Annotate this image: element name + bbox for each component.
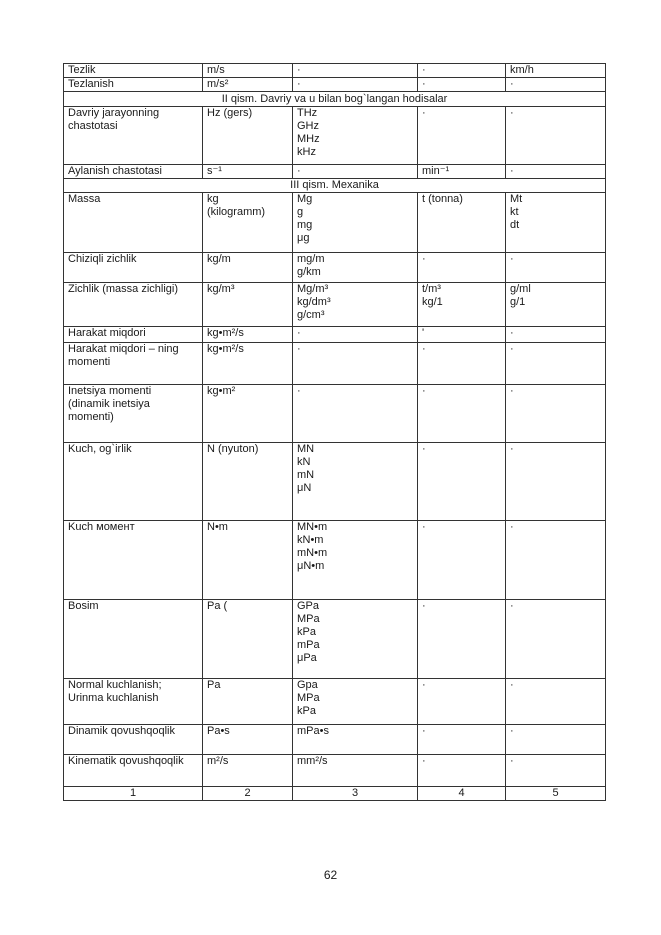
cell-si: kg•m² [203,385,293,443]
cell-multiples: MN kN mN μN [293,443,418,521]
units-table [63,63,606,801]
cell-multiples: Gpa MPa kPa [293,679,418,725]
cell-non-si: ' [418,327,506,343]
column-number: 1 [64,787,203,801]
column-number-row [64,787,606,801]
cell-non-si: · [418,679,506,725]
column-number: 5 [506,787,606,801]
cell-non-si: t/m³ kg/1 [418,283,506,327]
cell-name: Kuch, og`irlik [64,443,203,521]
cell-multiples: Mg g mg μg [293,193,418,253]
column-number: 2 [203,787,293,801]
cell-si: Pa [203,679,293,725]
cell-extra: · [506,253,606,283]
cell-si: kg/m [203,253,293,283]
section-header-row [64,179,606,193]
table-row [64,521,606,600]
cell-si: m²/s [203,755,293,787]
cell-multiples: mg/m g/km [293,253,418,283]
cell-multiples: · [293,327,418,343]
table-row [64,385,606,443]
cell-si: m/s [203,64,293,78]
cell-multiples: · [293,78,418,92]
cell-extra: · [506,755,606,787]
table-row [64,64,606,78]
cell-si: kg•m²/s [203,327,293,343]
cell-si: kg/m³ [203,283,293,327]
cell-extra: · [506,327,606,343]
cell-multiples: · [293,343,418,385]
cell-si: kg (kilogramm) [203,193,293,253]
cell-extra: · [506,600,606,679]
table-row [64,193,606,253]
column-number: 4 [418,787,506,801]
cell-extra: · [506,107,606,165]
cell-extra: · [506,385,606,443]
cell-si: N•m [203,521,293,600]
cell-multiples: · [293,385,418,443]
cell-name: Dinamik qovushqoqlik [64,725,203,755]
cell-multiples: · [293,64,418,78]
cell-name: Inetsiya momenti (dinamik inetsiya momenti) [64,385,203,443]
cell-name: Bosim [64,600,203,679]
cell-multiples: THz GHz MHz kHz [293,107,418,165]
cell-extra: g/ml g/1 [506,283,606,327]
cell-si: Hz (gers) [203,107,293,165]
table-row [64,600,606,679]
cell-extra: · [506,343,606,385]
cell-multiples: mm²/s [293,755,418,787]
section-title: III qism. Mexanika [64,179,606,193]
cell-si: N (nyuton) [203,443,293,521]
cell-non-si: t (tonna) [418,193,506,253]
cell-si: s⁻¹ [203,165,293,179]
table-row [64,343,606,385]
cell-name: Aylanish chastotasi [64,165,203,179]
cell-non-si: · [418,600,506,679]
cell-name: Chiziqli zichlik [64,253,203,283]
cell-non-si: · [418,343,506,385]
cell-name: Normal kuchlanish; Urinma kuchlanish [64,679,203,725]
cell-multiples: · [293,165,418,179]
cell-multiples: mPa•s [293,725,418,755]
cell-extra: · [506,521,606,600]
cell-multiples: GPa MPa kPa mPa μPa [293,600,418,679]
table-row [64,327,606,343]
cell-si: Pa•s [203,725,293,755]
cell-name: Davriy jarayonning chastotasi [64,107,203,165]
cell-name: Massa [64,193,203,253]
table-row [64,283,606,327]
cell-multiples: MN•m kN•m mN•m μN•m [293,521,418,600]
column-number: 3 [293,787,418,801]
cell-multiples: Mg/m³ kg/dm³ g/cm³ [293,283,418,327]
cell-non-si: · [418,755,506,787]
table-row [64,107,606,165]
cell-si: Pa ( [203,600,293,679]
cell-si: m/s² [203,78,293,92]
cell-non-si: · [418,78,506,92]
cell-extra: km/h [506,64,606,78]
cell-name: Kinematik qovushqoqlik [64,755,203,787]
cell-extra: Mt kt dt [506,193,606,253]
cell-extra: · [506,78,606,92]
section-title: II qism. Davriy va u bilan bog`langan hodisalar [64,92,606,107]
table-row [64,253,606,283]
cell-name: Tezlik [64,64,203,78]
cell-non-si: · [418,725,506,755]
table-row [64,725,606,755]
cell-non-si: · [418,385,506,443]
table-row [64,165,606,179]
cell-name: Tezlanish [64,78,203,92]
table-row [64,755,606,787]
cell-si: kg•m²/s [203,343,293,385]
table-row [64,679,606,725]
cell-extra: · [506,725,606,755]
section-header-row [64,92,606,107]
cell-non-si: · [418,253,506,283]
table-row [64,443,606,521]
cell-extra: · [506,679,606,725]
units-table-body [64,64,606,801]
cell-non-si: · [418,443,506,521]
cell-non-si: · [418,64,506,78]
cell-name: Zichlik (massa zichligi) [64,283,203,327]
cell-non-si: min⁻¹ [418,165,506,179]
cell-extra: · [506,165,606,179]
cell-name: Harakat miqdori – ning momenti [64,343,203,385]
page-number: 62 [323,868,338,882]
cell-extra: · [506,443,606,521]
cell-name: Harakat miqdori [64,327,203,343]
cell-non-si: · [418,107,506,165]
cell-name: Kuch момент [64,521,203,600]
cell-non-si: · [418,521,506,600]
table-row [64,78,606,92]
